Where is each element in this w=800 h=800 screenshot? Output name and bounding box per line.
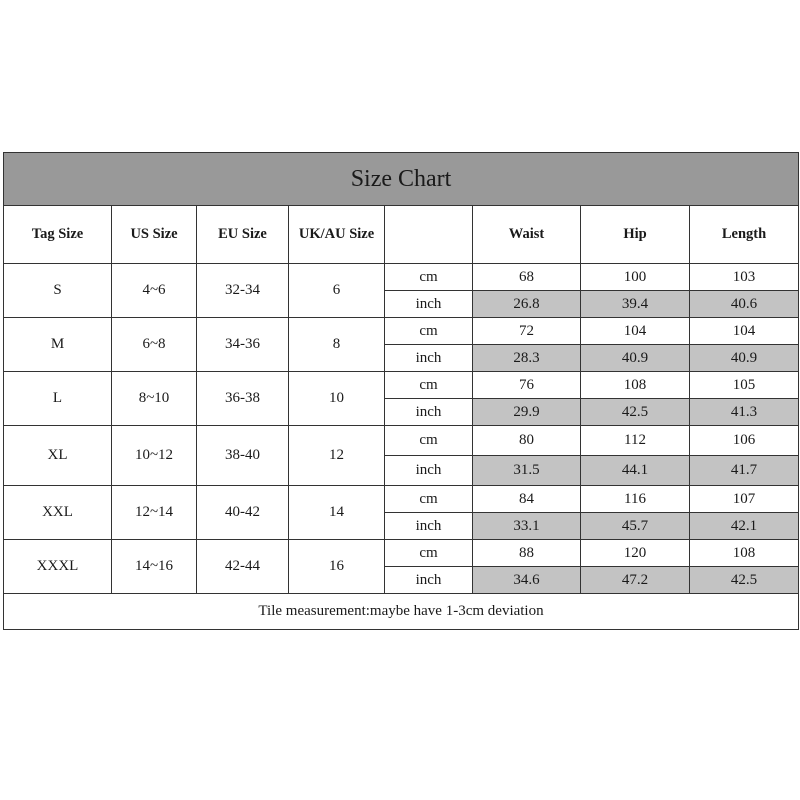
header-waist: Waist: [473, 206, 581, 264]
unit-label-inch: inch: [385, 567, 473, 594]
length-inch: 42.5: [690, 567, 799, 594]
header-row: [4, 206, 799, 264]
table-row-xxxl-cm: [4, 540, 799, 567]
table-row-xl-cm: [4, 426, 799, 456]
size-chart-table: [3, 152, 799, 630]
header-unit: [385, 206, 473, 264]
us-size-cell: 4~6: [112, 264, 197, 318]
eu-size-cell: 42-44: [197, 540, 289, 594]
unit-label-cm: cm: [385, 540, 473, 567]
waist-inch: 28.3: [473, 345, 581, 372]
table-row-xxl-cm: [4, 486, 799, 513]
waist-inch: 34.6: [473, 567, 581, 594]
unit-label-cm: cm: [385, 426, 473, 456]
length-inch: 41.7: [690, 456, 799, 486]
ukau-size-cell: 6: [289, 264, 385, 318]
waist-cm: 80: [473, 426, 581, 456]
table-row-m-cm: [4, 318, 799, 345]
length-cm: 106: [690, 426, 799, 456]
unit-label-cm: cm: [385, 372, 473, 399]
table-row-s-cm: [4, 264, 799, 291]
tag-size-cell: M: [4, 318, 112, 372]
unit-label-inch: inch: [385, 456, 473, 486]
chart-title: Size Chart: [4, 153, 799, 206]
hip-inch: 40.9: [581, 345, 690, 372]
length-cm: 105: [690, 372, 799, 399]
hip-inch: 42.5: [581, 399, 690, 426]
waist-cm: 88: [473, 540, 581, 567]
header-us-size: US Size: [112, 206, 197, 264]
length-cm: 107: [690, 486, 799, 513]
tag-size-cell: XXL: [4, 486, 112, 540]
waist-cm: 84: [473, 486, 581, 513]
ukau-size-cell: 14: [289, 486, 385, 540]
us-size-cell: 10~12: [112, 426, 197, 486]
hip-inch: 39.4: [581, 291, 690, 318]
hip-cm: 120: [581, 540, 690, 567]
tag-size-cell: XXXL: [4, 540, 112, 594]
length-cm: 108: [690, 540, 799, 567]
eu-size-cell: 32-34: [197, 264, 289, 318]
waist-inch: 33.1: [473, 513, 581, 540]
header-length: Length: [690, 206, 799, 264]
eu-size-cell: 38-40: [197, 426, 289, 486]
unit-label-inch: inch: [385, 513, 473, 540]
tag-size-cell: L: [4, 372, 112, 426]
header-tag-size: Tag Size: [4, 206, 112, 264]
length-cm: 104: [690, 318, 799, 345]
waist-inch: 26.8: [473, 291, 581, 318]
eu-size-cell: 34-36: [197, 318, 289, 372]
tag-size-cell: S: [4, 264, 112, 318]
hip-cm: 112: [581, 426, 690, 456]
unit-label-inch: inch: [385, 291, 473, 318]
note-row: [4, 594, 799, 630]
table-row-l-cm: [4, 372, 799, 399]
unit-label-cm: cm: [385, 486, 473, 513]
waist-inch: 31.5: [473, 456, 581, 486]
length-inch: 40.9: [690, 345, 799, 372]
length-inch: 42.1: [690, 513, 799, 540]
unit-label-cm: cm: [385, 318, 473, 345]
waist-inch: 29.9: [473, 399, 581, 426]
hip-cm: 116: [581, 486, 690, 513]
header-ukau-size: UK/AU Size: [289, 206, 385, 264]
hip-cm: 100: [581, 264, 690, 291]
length-inch: 40.6: [690, 291, 799, 318]
unit-label-inch: inch: [385, 345, 473, 372]
hip-cm: 108: [581, 372, 690, 399]
length-cm: 103: [690, 264, 799, 291]
waist-cm: 68: [473, 264, 581, 291]
ukau-size-cell: 12: [289, 426, 385, 486]
waist-cm: 76: [473, 372, 581, 399]
us-size-cell: 6~8: [112, 318, 197, 372]
ukau-size-cell: 8: [289, 318, 385, 372]
us-size-cell: 12~14: [112, 486, 197, 540]
ukau-size-cell: 10: [289, 372, 385, 426]
header-eu-size: EU Size: [197, 206, 289, 264]
title-row: [4, 153, 799, 206]
measurement-note: Tile measurement:maybe have 1-3cm deviation: [4, 594, 799, 630]
hip-inch: 44.1: [581, 456, 690, 486]
waist-cm: 72: [473, 318, 581, 345]
hip-cm: 104: [581, 318, 690, 345]
unit-label-cm: cm: [385, 264, 473, 291]
eu-size-cell: 40-42: [197, 486, 289, 540]
unit-label-inch: inch: [385, 399, 473, 426]
hip-inch: 45.7: [581, 513, 690, 540]
ukau-size-cell: 16: [289, 540, 385, 594]
length-inch: 41.3: [690, 399, 799, 426]
tag-size-cell: XL: [4, 426, 112, 486]
hip-inch: 47.2: [581, 567, 690, 594]
eu-size-cell: 36-38: [197, 372, 289, 426]
header-hip: Hip: [581, 206, 690, 264]
us-size-cell: 14~16: [112, 540, 197, 594]
us-size-cell: 8~10: [112, 372, 197, 426]
